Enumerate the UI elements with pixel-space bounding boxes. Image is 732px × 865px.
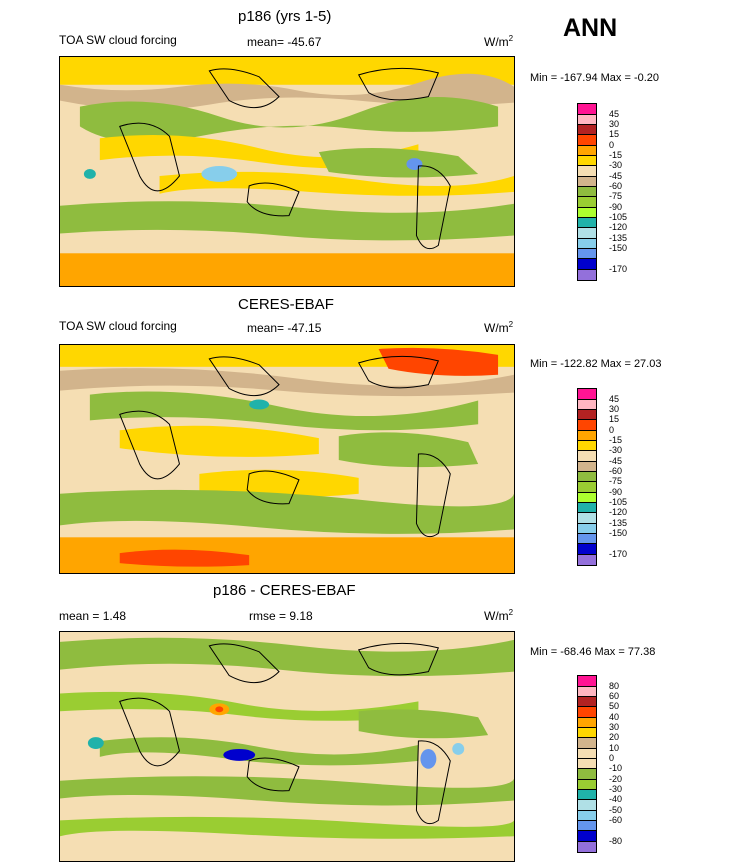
colorbar-swatch <box>577 481 597 492</box>
panel-2-minmax: Min = -122.82 Max = 27.03 <box>530 358 662 370</box>
colorbar-swatch <box>577 727 597 737</box>
colorbar-tick: -90 <box>609 487 623 497</box>
colorbar-swatch <box>577 388 597 399</box>
colorbar-tick: 0 <box>609 140 615 150</box>
colorbar-swatch <box>577 155 597 165</box>
colorbar-swatch <box>577 830 597 841</box>
colorbar-swatch <box>577 748 597 758</box>
panel-2-units: $W/m^2$ <box>484 320 514 335</box>
colorbar-swatch <box>577 523 597 533</box>
panel-3-minmax: Min = -68.46 Max = 77.38 <box>530 646 656 658</box>
colorbar-tick: -60 <box>609 466 623 476</box>
colorbar-swatch <box>577 103 597 114</box>
panel-3-map <box>59 631 515 862</box>
colorbar-swatch <box>577 258 597 269</box>
colorbar-swatch <box>577 717 597 727</box>
colorbar-tick: 15 <box>609 414 620 424</box>
colorbar-swatch <box>577 768 597 779</box>
colorbar-tick: -15 <box>609 150 623 160</box>
colorbar-tick: -170 <box>609 549 628 559</box>
colorbar-tick: 50 <box>609 701 620 711</box>
colorbar-tick: -30 <box>609 445 623 455</box>
colorbar-swatch <box>577 543 597 554</box>
panel-2-map <box>59 344 515 574</box>
panel-1-minmax: Min = -167.94 Max = -0.20 <box>530 72 660 84</box>
colorbar-tick: 30 <box>609 119 620 129</box>
colorbar-swatch <box>577 471 597 481</box>
colorbar-swatch <box>577 165 597 176</box>
colorbar-swatch <box>577 706 597 717</box>
panel-3-rmse-label: rmse = 9.18 <box>249 609 313 623</box>
panel-3-mean-label: mean = 1.48 <box>59 609 127 623</box>
colorbar-swatch <box>577 196 597 207</box>
colorbar-tick: -170 <box>609 264 628 274</box>
colorbar-tick: -75 <box>609 191 623 201</box>
colorbar-swatch <box>577 238 597 248</box>
colorbar-swatch <box>577 248 597 258</box>
colorbar-swatch <box>577 675 597 686</box>
colorbar-swatch <box>577 554 597 566</box>
colorbar-swatch <box>577 789 597 799</box>
colorbar-swatch <box>577 820 597 830</box>
colorbar-tick: -30 <box>609 784 623 794</box>
colorbar-tick: -120 <box>609 507 628 517</box>
colorbar-swatch <box>577 114 597 124</box>
colorbar-swatch <box>577 176 597 186</box>
colorbar-tick: -30 <box>609 160 623 170</box>
colorbar-tick: -40 <box>609 794 623 804</box>
colorbar-tick: 10 <box>609 743 620 753</box>
panel-2-mean-label: mean= -47.15 <box>247 321 322 335</box>
colorbar-swatch <box>577 419 597 430</box>
panel-3-title: p186 - CERES-EBAF <box>213 582 356 599</box>
colorbar-tick: -45 <box>609 171 623 181</box>
colorbar-swatch <box>577 512 597 523</box>
colorbar-tick: -20 <box>609 774 623 784</box>
colorbar-swatch <box>577 502 597 512</box>
colorbar-swatch <box>577 409 597 419</box>
colorbar-tick: -60 <box>609 815 623 825</box>
panel-1-map <box>59 56 515 287</box>
colorbar-tick: 30 <box>609 404 620 414</box>
panel-1-variable-label: TOA SW cloud forcing <box>59 33 177 47</box>
colorbar-swatch <box>577 533 597 543</box>
colorbar-swatch <box>577 430 597 440</box>
colorbar-tick: -90 <box>609 202 623 212</box>
colorbar-swatch <box>577 737 597 748</box>
colorbar-tick: -135 <box>609 518 628 528</box>
colorbar-tick: 0 <box>609 753 615 763</box>
colorbar-swatch <box>577 696 597 706</box>
colorbar-tick: 30 <box>609 722 620 732</box>
colorbar-swatch <box>577 461 597 471</box>
colorbar-tick: -120 <box>609 222 628 232</box>
panel-1-title: p186 (yrs 1-5) <box>238 8 332 25</box>
colorbar-tick: -50 <box>609 805 623 815</box>
colorbar-tick: 45 <box>609 394 620 404</box>
colorbar-tick: -80 <box>609 836 623 846</box>
colorbar-tick: -135 <box>609 233 628 243</box>
colorbar-swatch <box>577 450 597 461</box>
colorbar-tick: -105 <box>609 497 628 507</box>
panel-1-mean-label: mean= -45.67 <box>247 35 322 49</box>
colorbar-swatch <box>577 841 597 853</box>
colorbar-swatch <box>577 440 597 450</box>
colorbar-tick: -60 <box>609 181 623 191</box>
colorbar-tick: 45 <box>609 109 620 119</box>
colorbar-tick: 20 <box>609 732 620 742</box>
panel-2-variable-label: TOA SW cloud forcing <box>59 319 177 333</box>
colorbar-tick: -75 <box>609 476 623 486</box>
panel-1-units: $W/m^2$ <box>484 34 514 49</box>
colorbar-tick: 60 <box>609 691 620 701</box>
colorbar-swatch <box>577 207 597 217</box>
colorbar-tick: -105 <box>609 212 628 222</box>
colorbar-tick: -10 <box>609 763 623 773</box>
colorbar-swatch <box>577 134 597 145</box>
colorbar-swatch <box>577 686 597 696</box>
panel-2-title: CERES-EBAF <box>238 296 334 313</box>
colorbar-tick: 0 <box>609 425 615 435</box>
colorbar-tick: 80 <box>609 681 620 691</box>
colorbar-tick: -45 <box>609 456 623 466</box>
colorbar-swatch <box>577 810 597 820</box>
colorbar-swatch <box>577 217 597 227</box>
colorbar-tick: 15 <box>609 129 620 139</box>
panel-3-units: $W/m^2$ <box>484 608 514 623</box>
colorbar-swatch <box>577 758 597 768</box>
colorbar-swatch <box>577 399 597 409</box>
colorbar-tick: -150 <box>609 243 628 253</box>
colorbar-swatch <box>577 799 597 810</box>
colorbar-swatch <box>577 269 597 281</box>
colorbar-swatch <box>577 186 597 196</box>
colorbar-swatch <box>577 492 597 502</box>
colorbar-tick: 40 <box>609 712 620 722</box>
colorbar-swatch <box>577 124 597 134</box>
colorbar-swatch <box>577 145 597 155</box>
colorbar-tick: -150 <box>609 528 628 538</box>
colorbar-swatch <box>577 779 597 789</box>
colorbar-swatch <box>577 227 597 238</box>
colorbar-tick: -15 <box>609 435 623 445</box>
season-label: ANN <box>563 14 618 42</box>
